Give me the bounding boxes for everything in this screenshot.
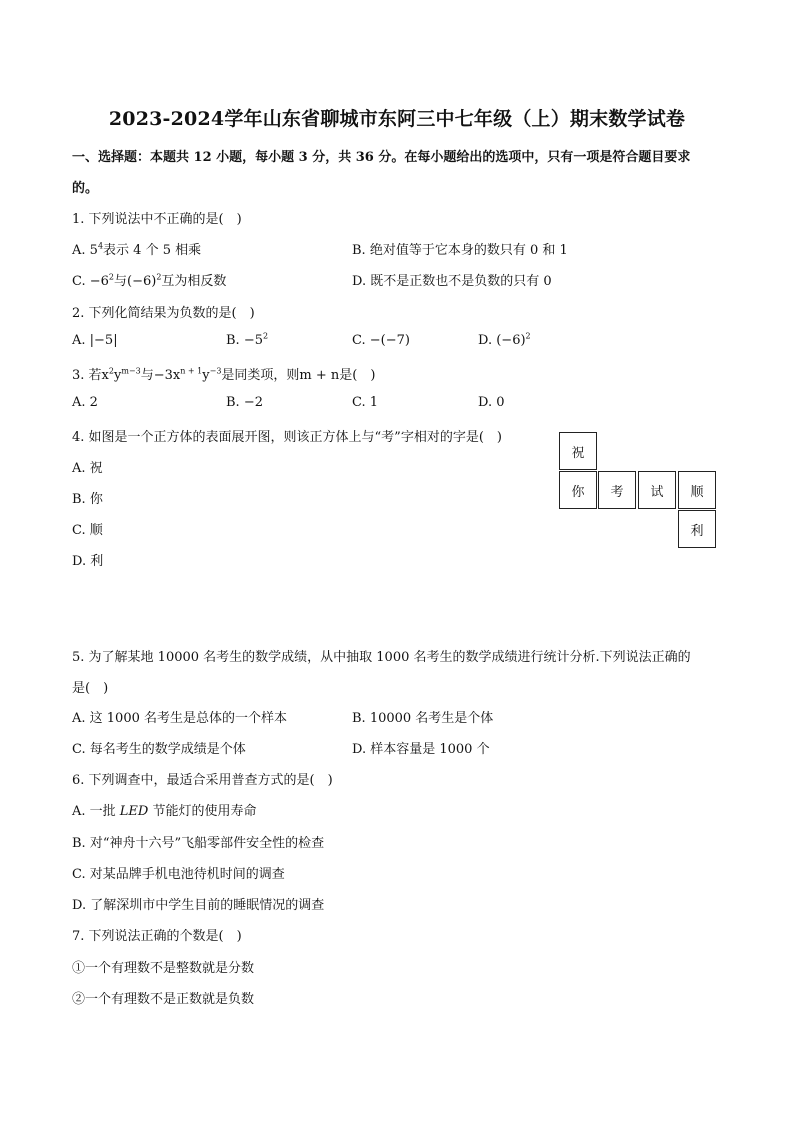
q1-option-d: D. 既不是正数也不是负数的只有 0 xyxy=(352,274,552,289)
q1-option-c: C. $-6^2$与$(-6)^2$互为相反数 xyxy=(72,272,227,289)
q4-option-d: D. 利 xyxy=(72,554,104,569)
q6-option-d: D. 了解深圳市中学生目前的睡眠情况的调查 xyxy=(72,898,325,913)
q4-option-a: A. 祝 xyxy=(72,461,103,476)
q1-option-a: A. $5^4$表示 4 个 5 相乘 xyxy=(72,241,202,258)
cube-net-figure xyxy=(559,432,719,550)
q3-option-d: D. 0 xyxy=(478,395,505,410)
q5-stem-line1: 5. 为了解某地 10000 名考生的数学成绩，从中抽取 1000 名考生的数学成绩进行统计分析.下列说法正确的 xyxy=(72,650,691,665)
q2-option-a: A. |−5| xyxy=(72,333,118,348)
q2-option-d: D. $(-6)^2$ xyxy=(478,331,531,348)
page-title: 2023-2024学年山东省聊城市东阿三中七年级（上）期末数学试卷 xyxy=(108,108,686,130)
section-instructions-line2: 的。 xyxy=(72,181,99,196)
net-cell-zhu: 祝 xyxy=(559,432,597,470)
q6-option-b: B. 对“神舟十六号”飞船零部件安全性的检查 xyxy=(72,836,325,851)
net-cell-shi: 试 xyxy=(638,471,676,509)
q7-item-2: ②一个有理数不是正数就是负数 xyxy=(72,992,255,1007)
net-cell-li: 利 xyxy=(678,510,716,548)
q6-stem: 6. 下列调查中，最适合采用普查方式的是( ) xyxy=(72,773,333,788)
q2-option-c: C. −(−7) xyxy=(352,333,410,348)
q5-option-c: C. 每名考生的数学成绩是个体 xyxy=(72,742,246,757)
q3-option-a: A. 2 xyxy=(72,395,98,410)
q3-stem: 3. 若$x^2y^{m-3}$与$-3x^{n + 1}y^{-3}$是同类项，则m + n是( ) xyxy=(72,366,376,383)
q6-option-a: A. 一批 LED 节能灯的使用寿命 xyxy=(72,804,257,819)
q6-option-c: C. 对某品牌手机电池待机时间的调查 xyxy=(72,867,285,882)
q4-option-b: B. 你 xyxy=(72,492,103,507)
q3-option-b: B. −2 xyxy=(226,395,263,410)
net-cell-ni: 你 xyxy=(559,471,597,509)
q4-stem: 4. 如图是一个正方体的表面展开图，则该正方体上与“考”字相对的字是( ) xyxy=(72,430,502,445)
q2-stem: 2. 下列化简结果为负数的是( ) xyxy=(72,306,255,321)
q7-stem: 7. 下列说法正确的个数是( ) xyxy=(72,929,242,944)
q2-option-b: B. $-5^2$ xyxy=(226,331,269,348)
q5-option-b: B. 10000 名考生是个体 xyxy=(352,711,494,726)
q5-stem-line2: 是( ) xyxy=(72,681,109,696)
q5-option-d: D. 样本容量是 1000 个 xyxy=(352,742,490,757)
q7-item-1: ①一个有理数不是整数就是分数 xyxy=(72,961,255,976)
net-cell-kao: 考 xyxy=(598,471,636,509)
section-instructions-line1: 一、选择题：本题共 12 小题，每小题 3 分，共 36 分。在每小题给出的选项中，只有一项是符合题目要求 xyxy=(72,150,691,165)
q1-option-b: B. 绝对值等于它本身的数只有 0 和 1 xyxy=(352,243,568,258)
q1-stem: 1. 下列说法中不正确的是( ) xyxy=(72,212,242,227)
net-cell-shun: 顺 xyxy=(678,471,716,509)
q4-option-c: C. 顺 xyxy=(72,523,103,538)
q3-option-c: C. 1 xyxy=(352,395,379,410)
q5-option-a: A. 这 1000 名考生是总体的一个样本 xyxy=(72,711,288,726)
